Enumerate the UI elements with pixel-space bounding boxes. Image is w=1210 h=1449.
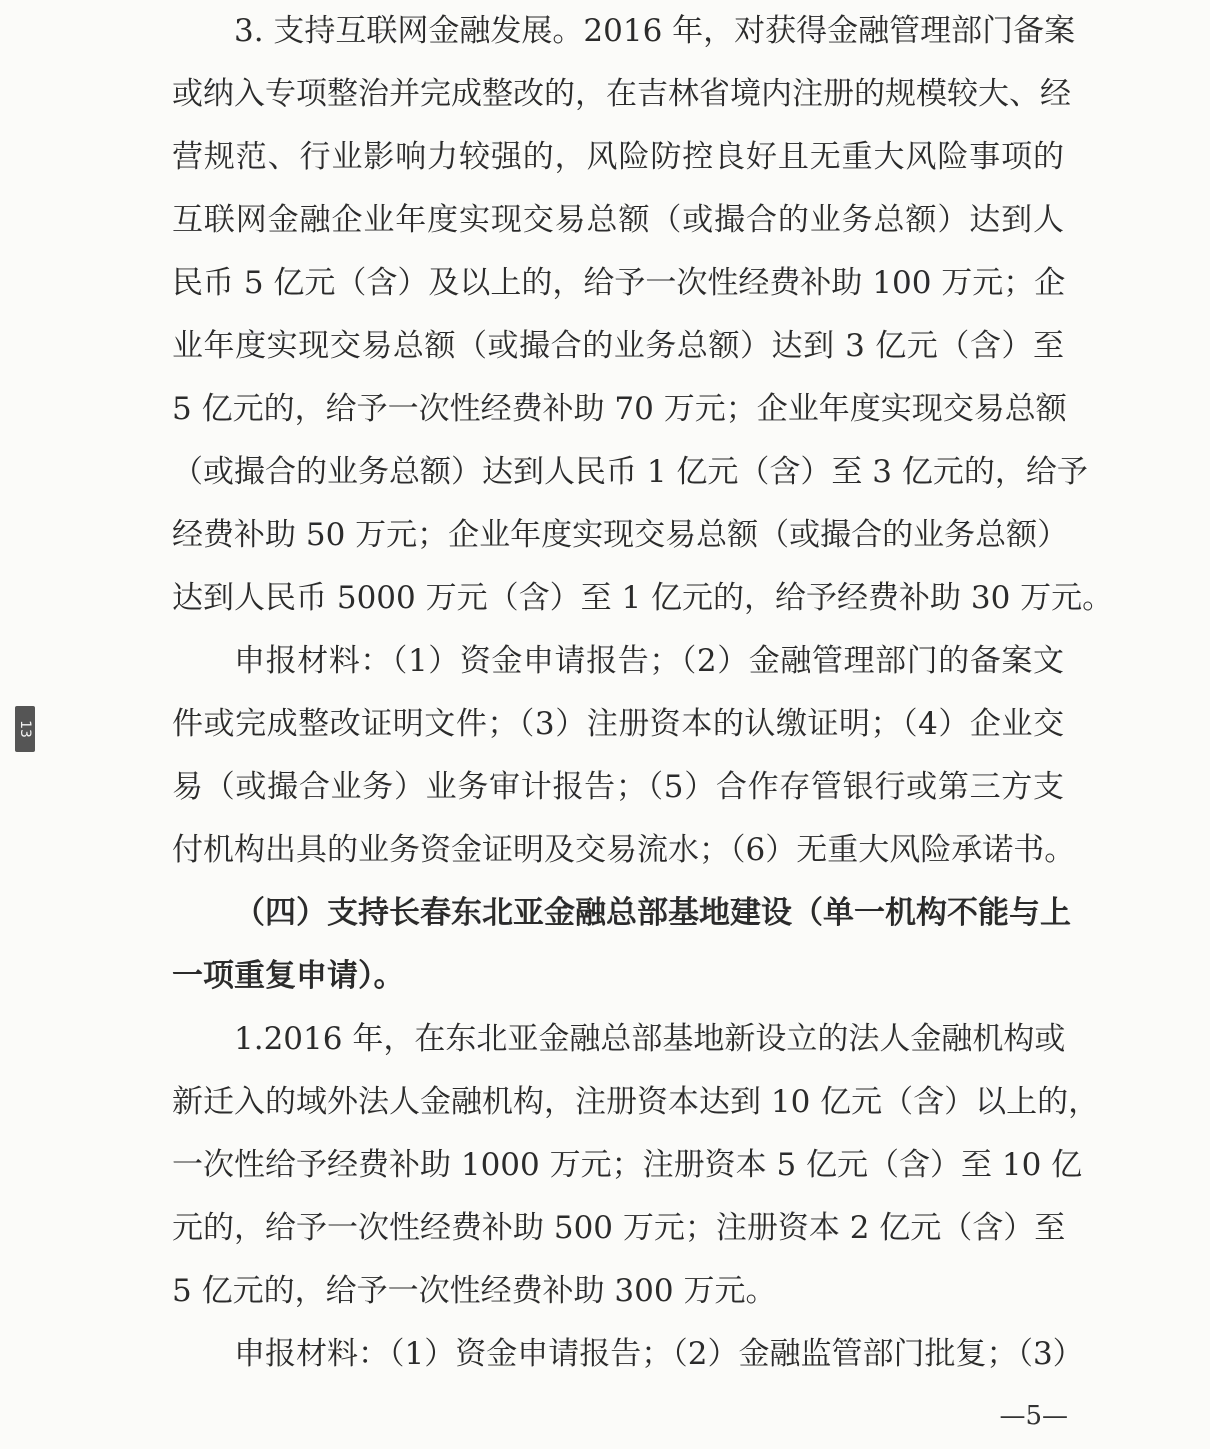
side-page-tab <box>15 706 35 752</box>
text-line: 申报材料：（1）资金申请报告；（2）金融监管部门批复；（3） <box>234 1336 1084 1372</box>
text-line: 一次性给予经费补助 1000 万元；注册资本 5 亿元（含）至 10 亿 <box>172 1147 1083 1183</box>
text-line: （或撮合的业务总额）达到人民币 1 亿元（含）至 3 亿元的，给予 <box>172 454 1088 490</box>
text-line: 达到人民币 5000 万元（含）至 1 亿元的，给予经费补助 30 万元。 <box>172 580 1114 616</box>
text-line: 业年度实现交易总额（或撮合的业务总额）达到 3 亿元（含）至 <box>172 328 1064 364</box>
text-line: 件或完成整改证明文件；（3）注册资本的认缴证明；（4）企业交 <box>172 706 1064 742</box>
text-line: 3. 支持互联网金融发展。2016 年，对获得金融管理部门备案 <box>234 13 1076 49</box>
text-line: 营规范、行业影响力较强的，风险防控良好且无重大风险事项的 <box>172 139 1064 175</box>
text-line: 申报材料：（1）资金申请报告；（2）金融管理部门的备案文 <box>234 643 1064 679</box>
page-number: —5— <box>999 1401 1068 1431</box>
text-line: 5 亿元的，给予一次性经费补助 70 万元；企业年度实现交易总额 <box>172 391 1067 427</box>
text-line: （四）支持长春东北亚金融总部基地建设（单一机构不能与上 <box>234 895 1071 931</box>
text-line: 1.2016 年，在东北亚金融总部基地新设立的法人金融机构或 <box>234 1021 1066 1057</box>
text-line: 元的，给予一次性经费补助 500 万元；注册资本 2 亿元（含）至 <box>172 1210 1066 1246</box>
text-line: 或纳入专项整治并完成整改的，在吉林省境内注册的规模较大、经 <box>172 76 1071 112</box>
text-line: 互联网金融企业年度实现交易总额（或撮合的业务总额）达到人 <box>172 202 1064 238</box>
text-line: 经费补助 50 万元；企业年度实现交易总额（或撮合的业务总额） <box>172 517 1069 553</box>
text-line: 5 亿元的，给予一次性经费补助 300 万元。 <box>172 1273 777 1309</box>
text-line: 民币 5 亿元（含）及以上的，给予一次性经费补助 100 万元；企 <box>172 265 1066 301</box>
text-line: 一项重复申请）。 <box>172 958 405 994</box>
text-line: 易（或撮合业务）业务审计报告；（5）合作存管银行或第三方支 <box>172 769 1064 805</box>
text-line: 付机构出具的业务资金证明及交易流水；（6）无重大风险承诺书。 <box>172 832 1076 868</box>
side-page-tab-label: 13 <box>16 720 33 738</box>
text-line: 新迁入的域外法人金融机构，注册资本达到 10 亿元（含）以上的， <box>172 1084 1100 1120</box>
document-body <box>172 4 1114 1390</box>
